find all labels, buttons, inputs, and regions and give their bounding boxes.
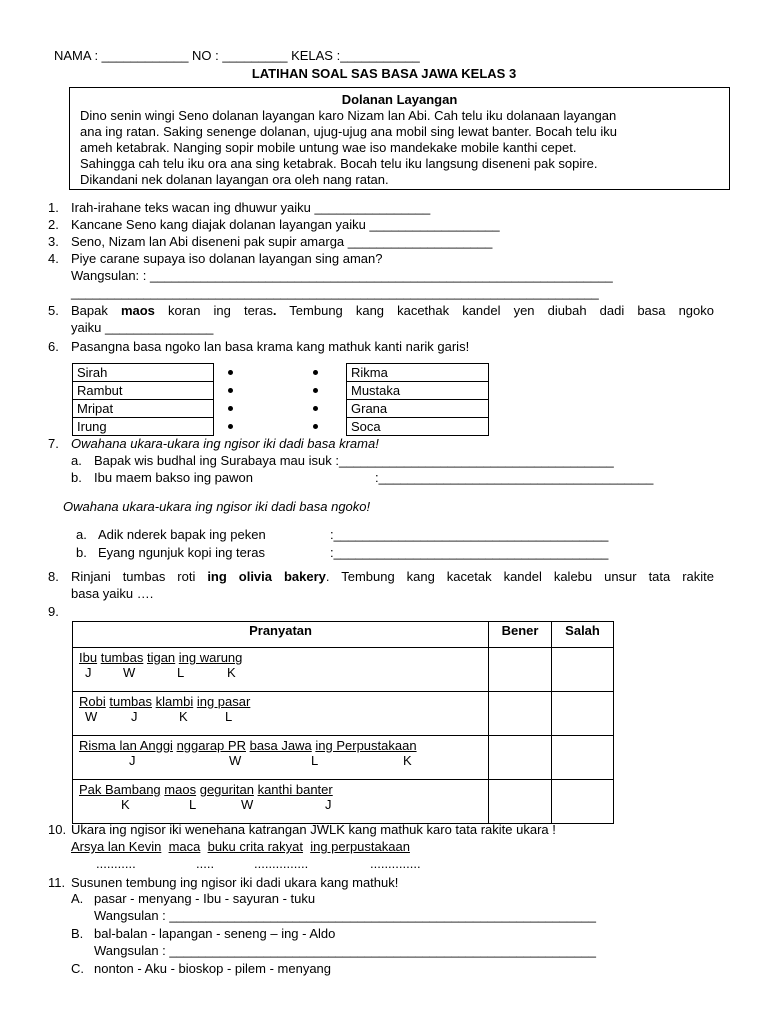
reading-title: Dolanan Layangan [341, 92, 458, 107]
q11-c-text: nonton - Aku - bioskop - pilem - menyang [94, 961, 332, 976]
reading-line: Dikandani nek dolanan layangan ora oleh nang ratan. [80, 172, 389, 187]
reading-line: ana ing ratan. Saking senenge dolanan, ujug-ujug ana mobil sing lewat banter. Bocah telu iku [80, 124, 617, 139]
q11-b-label: B. [71, 926, 84, 941]
q8-line2: basa yaiku …. [71, 586, 154, 601]
q7-sub-text: Owahana ukara-ukara ing ngisor iki dadi basa ngoko! [63, 499, 371, 514]
salah-cell[interactable] [552, 692, 614, 736]
reading-line: Sahingga cah telu iku ora ana sing ketabrak. Bocah telu iku langsung diseneni pak sopire. [80, 156, 598, 171]
q11-a-text: pasar - menyang - Ibu - sayuran - tuku [94, 891, 316, 906]
q5-text: Bapak maos koran ing teras. Tembung kang kacethak kandel yen diubah dadi basa ngoko [71, 303, 714, 318]
ngoko-word: Irung [73, 418, 214, 436]
match-dot-left[interactable] [228, 388, 233, 393]
q10-sentence: Arsya lan Kevin maca buku crita rakyat ing perpustakaan [71, 839, 410, 854]
q8-text: Rinjani tumbas roti ing olivia bakery. Tembung kang kacetak kandel kalebu unsur tata rakite [71, 569, 715, 584]
q11-a-answer[interactable]: Wangsulan : ___________________________________________________________ [94, 908, 596, 923]
q7-b-blank[interactable]: :______________________________________ [375, 470, 654, 485]
q7-b-label: b. [71, 470, 82, 485]
q4-answer-line-2[interactable]: _________________________________________________________________________ [71, 285, 599, 300]
q11-c-label: C. [71, 961, 84, 976]
table-row [73, 736, 614, 780]
statement-cell: Risma lan Anggi nggarap PR basa Jawa ing Perpustakaan J W L K [73, 736, 489, 780]
q10-blank[interactable]: ..... [196, 856, 215, 871]
match-dot-right[interactable] [313, 388, 318, 393]
header-bener: Bener [489, 622, 552, 648]
q9-number: 9. [48, 604, 59, 619]
table-row [73, 648, 614, 692]
krama-word: Grana [347, 400, 489, 418]
q6-ngoko-table [72, 363, 214, 436]
q7-a-label: a. [71, 453, 82, 468]
q4-answer-line[interactable]: Wangsulan: : ________________________________________________________________ [71, 268, 613, 283]
table-row [73, 692, 614, 736]
q2-number: 2. [48, 217, 59, 232]
q7-a-text[interactable]: Bapak wis budhal ing Surabaya mau isuk :______________________________________ [94, 453, 614, 468]
q7-d-label: b. [76, 545, 87, 560]
q5-answer-line[interactable]: yaiku _______________ [71, 320, 214, 335]
q1-text: Irah-irahane teks wacan ing dhuwur yaiku ________________ [71, 200, 431, 215]
q5-number: 5. [48, 303, 59, 318]
q6-krama-table [346, 363, 489, 436]
reading-line: Dino senin wingi Seno dolanan layangan karo Nizam lan Abi. Cah telu iku dolanaan layangan [80, 108, 617, 123]
match-dot-right[interactable] [313, 406, 318, 411]
q7-b-text: Ibu maem bakso ing pawon [94, 470, 253, 485]
q4-text: Piye carane supaya iso dolanan layangan sing aman? [71, 251, 383, 266]
bener-cell[interactable] [489, 648, 552, 692]
krama-word: Mustaka [347, 382, 489, 400]
q10-number: 10. [48, 822, 67, 837]
header-salah: Salah [552, 622, 614, 648]
table-row [73, 780, 614, 824]
q11-a-label: A. [71, 891, 84, 906]
bener-cell[interactable] [489, 780, 552, 824]
match-dot-left[interactable] [228, 370, 233, 375]
q7-c-blank[interactable]: :______________________________________ [330, 527, 609, 542]
match-dot-left[interactable] [228, 406, 233, 411]
q7-d-text: Eyang ngunjuk kopi ing teras [98, 545, 265, 560]
q11-text: Susunen tembung ing ngisor iki dadi ukara kang mathuk! [71, 875, 399, 890]
q10-blank[interactable]: ........... [96, 856, 136, 871]
bener-cell[interactable] [489, 736, 552, 780]
q1-number: 1. [48, 200, 59, 215]
page-title: LATIHAN SOAL SAS BASA JAWA KELAS 3 [251, 66, 517, 81]
q6-text: Pasangna basa ngoko lan basa krama kang mathuk kanti narik garis! [71, 339, 470, 354]
q7-number: 7. [48, 436, 59, 451]
student-info-line: NAMA : ____________ NO : _________ KELAS :___________ [54, 48, 420, 63]
salah-cell[interactable] [552, 736, 614, 780]
q11-number: 11. [48, 875, 66, 890]
q7-c-label: a. [76, 527, 87, 542]
reading-passage-box [69, 87, 730, 190]
q6-number: 6. [48, 339, 59, 354]
krama-word: Soca [347, 418, 489, 436]
reading-line: ameh ketabrak. Nanging sopir mobile untung wae iso mandekake mobile kanthi cepet. [80, 140, 577, 155]
q2-text: Kancane Seno kang diajak dolanan layangan yaiku __________________ [71, 217, 500, 232]
salah-cell[interactable] [552, 648, 614, 692]
header-pranyatan: Pranyatan [73, 622, 489, 648]
statement-cell: Robi tumbas klambi ing pasar W J K L [73, 692, 489, 736]
match-dot-right[interactable] [313, 370, 318, 375]
match-dot-right[interactable] [313, 424, 318, 429]
q8-number: 8. [48, 569, 59, 584]
q7-text: Owahana ukara-ukara ing ngisor iki dadi basa krama! [71, 436, 379, 451]
q7-d-blank[interactable]: :______________________________________ [330, 545, 609, 560]
match-dot-left[interactable] [228, 424, 233, 429]
q10-text: Ukara ing ngisor iki wenehana katrangan JWLK kang mathuk karo tata rakite ukara ! [71, 822, 556, 837]
ngoko-word: Rambut [73, 382, 214, 400]
q4-number: 4. [48, 251, 59, 266]
q11-b-text: bal-balan - lapangan - seneng – ing - Aldo [94, 926, 336, 941]
q10-blank[interactable]: .............. [370, 856, 421, 871]
bener-cell[interactable] [489, 692, 552, 736]
statement-cell: Ibu tumbas tigan ing warung J W L K [73, 648, 489, 692]
statement-cell: Pak Bambang maos geguritan kanthi banter K L W J [73, 780, 489, 824]
ngoko-word: Mripat [73, 400, 214, 418]
q9-statement-table [72, 621, 614, 824]
q11-b-answer[interactable]: Wangsulan : ___________________________________________________________ [94, 943, 596, 958]
salah-cell[interactable] [552, 780, 614, 824]
ngoko-word: Sirah [73, 364, 214, 382]
krama-word: Rikma [347, 364, 489, 382]
q3-number: 3. [48, 234, 59, 249]
q3-text: Seno, Nizam lan Abi diseneni pak supir amarga ____________________ [71, 234, 493, 249]
q7-c-text: Adik nderek bapak ing peken [98, 527, 266, 542]
q10-blank[interactable]: ............... [254, 856, 309, 871]
